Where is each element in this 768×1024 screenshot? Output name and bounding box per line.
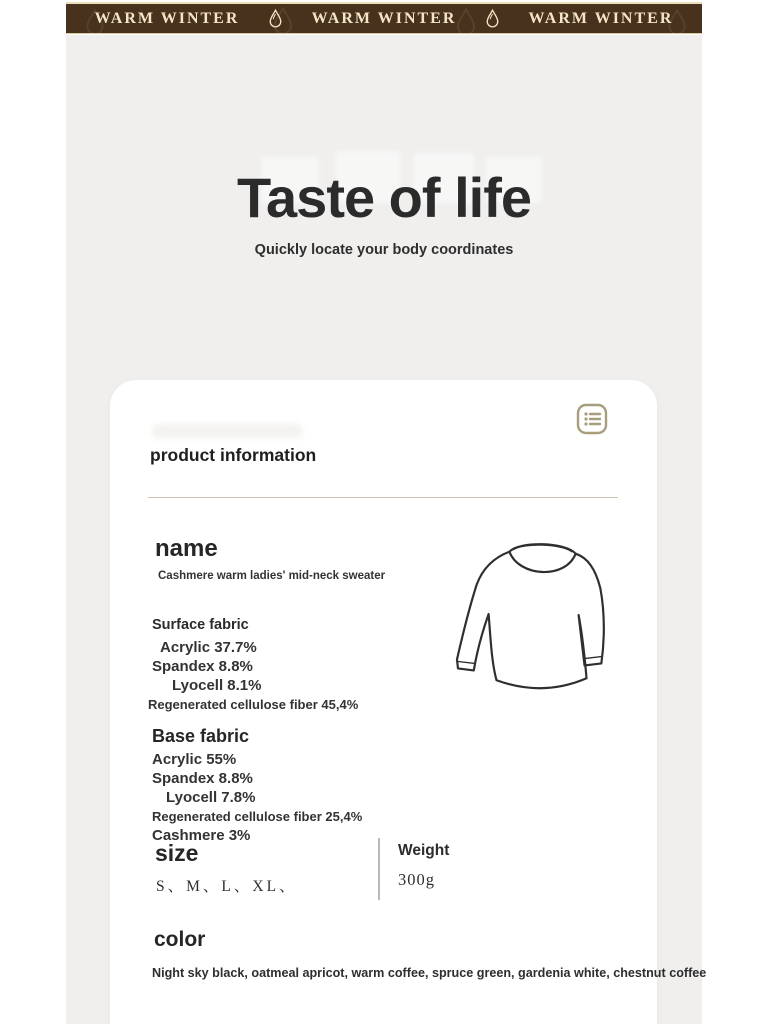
weight-heading: Weight [398,842,450,859]
fabric-line: Acrylic 55% [152,751,237,768]
fabric-line: Regenerated cellulose fiber 25,4% [152,809,363,824]
flame-icon [485,8,500,29]
name-heading: name [155,535,218,562]
page-title: Taste of life [236,166,531,229]
size-value: S、M、L、XL、 [156,878,298,895]
banner-text: WARM WINTER [94,9,240,27]
size-weight-divider [378,838,380,900]
card-watermark [152,424,302,438]
fabric-line: Lyocell 7.8% [166,789,256,806]
fabric-line: Cashmere 3% [152,827,251,844]
surface-fabric-list [148,638,358,714]
page-subtitle: Quickly locate your body coordinates [254,242,514,258]
surface-fabric-heading: Surface fabric [152,617,249,633]
color-heading: color [154,928,206,951]
card-title: product information [150,445,317,465]
fabric-line: Regenerated cellulose fiber 45,4% [148,697,359,712]
fabric-line: Spandex 8.8% [152,658,253,675]
header-divider [148,497,618,498]
product-information-card [110,380,707,1024]
fabric-line: Acrylic 37.7% [160,639,257,656]
size-heading: size [155,840,199,866]
weight-value: 300g [398,870,435,889]
banner-text: WARM WINTER [311,9,457,27]
name-value: Cashmere warm ladies' mid-neck sweater [158,570,386,582]
fabric-line: Spandex 8.8% [152,770,253,787]
warm-winter-banner [66,2,702,34]
flame-watermark-icon [454,7,478,34]
sweater-line-drawing [438,528,650,706]
fabric-line: Lyocell 8.1% [172,677,262,694]
base-fabric-list [152,750,362,845]
banner-text: WARM WINTER [528,9,674,27]
list-icon [575,402,609,436]
content-background [66,35,707,1024]
color-value: Night sky black, oatmeal apricot, warm coffee, spruce green, gardenia white, chestnut coffee [152,966,707,980]
flame-icon [268,8,283,29]
base-fabric-heading: Base fabric [152,726,250,746]
